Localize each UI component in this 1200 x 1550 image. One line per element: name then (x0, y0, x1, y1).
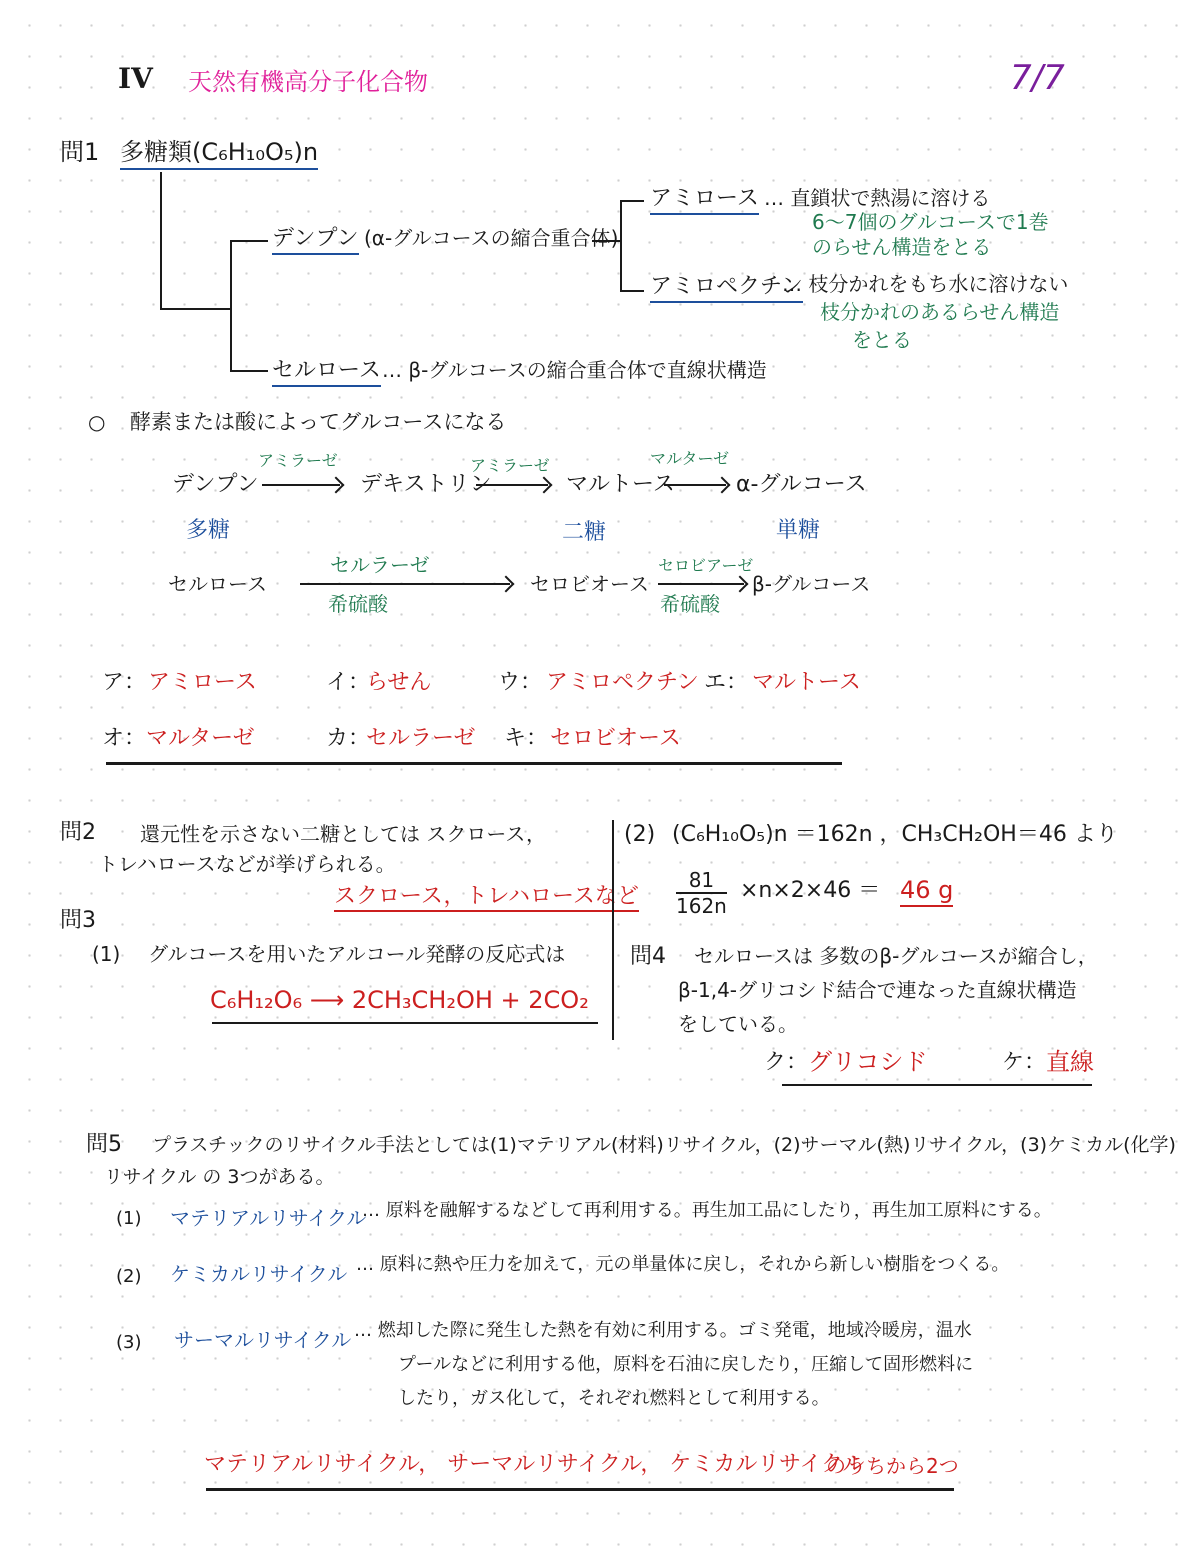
answer-underline (106, 762, 842, 765)
tree-line (592, 240, 620, 242)
answer-underline (782, 1084, 1092, 1086)
calculation: ×n×2×46 ＝ (740, 878, 881, 903)
answer-underline (212, 1022, 598, 1024)
q1-label: 問1 (60, 138, 100, 166)
item-number: (3) (116, 1332, 142, 1353)
q3-part-text: グルコースを用いたアルコール発酵の反応式は (148, 942, 566, 966)
thermal-recycle-desc: したり，ガス化して，それぞれ燃料として利用する。 (398, 1388, 830, 1409)
chemical-recycle-name: ケミカルリサイクル (170, 1262, 348, 1286)
mass-fraction (676, 868, 727, 918)
fermentation-equation: C₆H₁₂O₆ ⟶ 2CH₃CH₂OH + 2CO₂ (210, 986, 589, 1014)
class-disaccharide: 二糖 (562, 520, 607, 545)
tree-line (230, 240, 268, 242)
reaction-arrow (476, 484, 548, 486)
chain-beta-glucose: β-グルコース (752, 572, 871, 596)
enzyme-amylase: アミラーゼ (258, 451, 338, 470)
amylose-note: 6～7個のグルコースで1巻 (812, 210, 1049, 234)
cellulose-label: セルロース (272, 358, 381, 387)
tree-line (620, 200, 622, 290)
q4-text: をしている。 (678, 1012, 798, 1036)
chain-dextrin: デキストリン (360, 472, 492, 497)
q2-label: 問2 (60, 820, 96, 845)
answer-underline (206, 1488, 954, 1491)
tree-line (620, 200, 644, 202)
answer-value: アミロース (148, 670, 257, 695)
amylose-label: アミロース (650, 186, 759, 215)
q5-answer: マテリアルリサイクル， サーマルリサイクル， ケミカルリサイクル (204, 1452, 865, 1477)
q4-answer: グリコシド (808, 1048, 928, 1076)
polysaccharide-root: 多糖類(C₆H₁₀O₅)n (120, 138, 318, 170)
class-polysaccharide: 多糖 (186, 518, 231, 543)
answer-value: マルトース (752, 670, 861, 695)
chain-cellulose: セルロース (168, 572, 267, 596)
answer-key: エ： (704, 670, 749, 695)
thermal-recycle-desc: プールなどに利用する他，原料を石油に戻したり，圧縮して固形燃料に (398, 1354, 974, 1375)
answer-value: セルラーゼ (366, 726, 476, 751)
starch-label: デンプン (272, 226, 359, 255)
tree-line (620, 290, 644, 292)
chain-maltose: マルトース (566, 472, 675, 497)
page-mark: 7/7 (1010, 58, 1065, 98)
amylose-description: … 直鎖状で熱湯に溶ける (764, 186, 991, 210)
point-text: 酵素または酸によってグルコースになる (130, 410, 507, 434)
tree-line (230, 240, 232, 370)
q5-label: 問5 (86, 1132, 122, 1157)
amylopectin-note: 枝分かれのあるらせん構造 (820, 300, 1060, 324)
enzyme-maltase: マルターゼ (650, 449, 730, 468)
reaction-arrow (658, 583, 744, 585)
fraction-denominator: 162n (676, 894, 727, 918)
reaction-arrow (262, 484, 340, 486)
cellulose-description: … β-グルコースの縮合重合体で直線状構造 (382, 358, 767, 382)
dilute-sulfuric-acid: 希硫酸 (660, 592, 720, 616)
class-monosaccharide: 単糖 (776, 518, 821, 543)
amylopectin-description: … 枝分かれをもち水に溶けない (782, 272, 1069, 296)
item-number: (1) (116, 1208, 142, 1229)
q3-answer: 46 g (900, 876, 953, 907)
q3-part-number: (2) (624, 822, 656, 847)
enzyme-cellulase: セルラーゼ (330, 553, 430, 577)
tree-line (160, 172, 162, 308)
answer-key: ウ： (498, 670, 543, 695)
q5-answer-suffix: のうちから2つ (826, 1454, 959, 1478)
q2-answer: スクロース，トレハロースなど (334, 884, 639, 912)
answer-value: アミロペクチン (546, 670, 699, 695)
tree-line (230, 370, 268, 372)
dilute-sulfuric-acid: 希硫酸 (328, 592, 388, 616)
fraction-numerator: 81 (676, 868, 727, 894)
q3-part-text: (C₆H₁₀O₅)n ＝162n ，CH₃CH₂OH＝46 より (672, 822, 1118, 847)
section-title: 天然有機高分子化合物 (188, 68, 428, 96)
q2-text: 還元性を示さない二糖としては スクロース， (140, 822, 546, 846)
thermal-recycle-desc: … 燃却した際に発生した熱を有効に利用する。ゴミ発電，地域冷暖房，温水 (354, 1320, 972, 1341)
answer-key: キ： (504, 726, 549, 751)
chain-alpha-glucose: α-グルコース (736, 472, 867, 497)
enzyme-amylase: アミラーゼ (470, 456, 550, 475)
q4-label: 問4 (630, 944, 666, 969)
q4-answer: 直線 (1046, 1048, 1094, 1076)
point-mark: ○ (88, 410, 106, 434)
answer-value: セロビオース (550, 726, 681, 751)
answer-value: らせん (366, 670, 432, 695)
answer-key: カ： (326, 726, 371, 751)
column-divider (612, 820, 614, 1040)
q3-label: 問3 (60, 908, 96, 933)
enzyme-cellobiase: セロビアーゼ (658, 556, 754, 575)
answer-key: オ： (102, 726, 147, 751)
answer-key: ケ： (1002, 1050, 1047, 1075)
answer-key: ア： (102, 670, 147, 695)
chain-cellobiose: セロビオース (530, 572, 649, 596)
material-recycle-name: マテリアルリサイクル (170, 1206, 367, 1230)
q2-text: トレハロースなどが挙げられる。 (98, 852, 396, 876)
chemical-recycle-desc: … 原料に熱や圧力を加えて，元の単量体に戻し，それから新しい樹脂をつくる。 (356, 1254, 1010, 1275)
answer-value: マルターゼ (146, 726, 255, 751)
q5-intro: リサイクル の 3つがある。 (104, 1166, 335, 1188)
amylose-note: のらせん構造をとる (812, 235, 992, 259)
chain-starch: デンプン (172, 472, 259, 497)
starch-description: (α-グルコースの縮合重合体) (364, 226, 619, 250)
answer-key: イ： (326, 670, 371, 695)
tree-line (160, 308, 230, 310)
answer-key: ク： (764, 1050, 809, 1075)
q4-text: β-1,4-グリコシド結合で連なった直線状構造 (678, 978, 1077, 1002)
amylopectin-note: をとる (852, 328, 912, 352)
q4-text: セルロースは 多数のβ-グルコースが縮合し， (694, 944, 1098, 968)
reaction-arrow (300, 583, 510, 585)
q3-part-number: (1) (92, 942, 121, 966)
item-number: (2) (116, 1266, 142, 1287)
amylopectin-label: アミロペクチン (650, 274, 803, 303)
section-number: IV (118, 62, 153, 95)
thermal-recycle-name: サーマルリサイクル (174, 1328, 352, 1352)
q5-intro: プラスチックのリサイクル手法としては(1)マテリアル(材料)リサイクル，(2)サーマル(熱)リサイクル，(3)ケミカル(化学) (152, 1134, 1176, 1156)
reaction-arrow (664, 484, 726, 486)
material-recycle-desc: … 原料を融解するなどして再利用する。再生加工品にしたり，再生加工原料にする。 (362, 1200, 1052, 1221)
